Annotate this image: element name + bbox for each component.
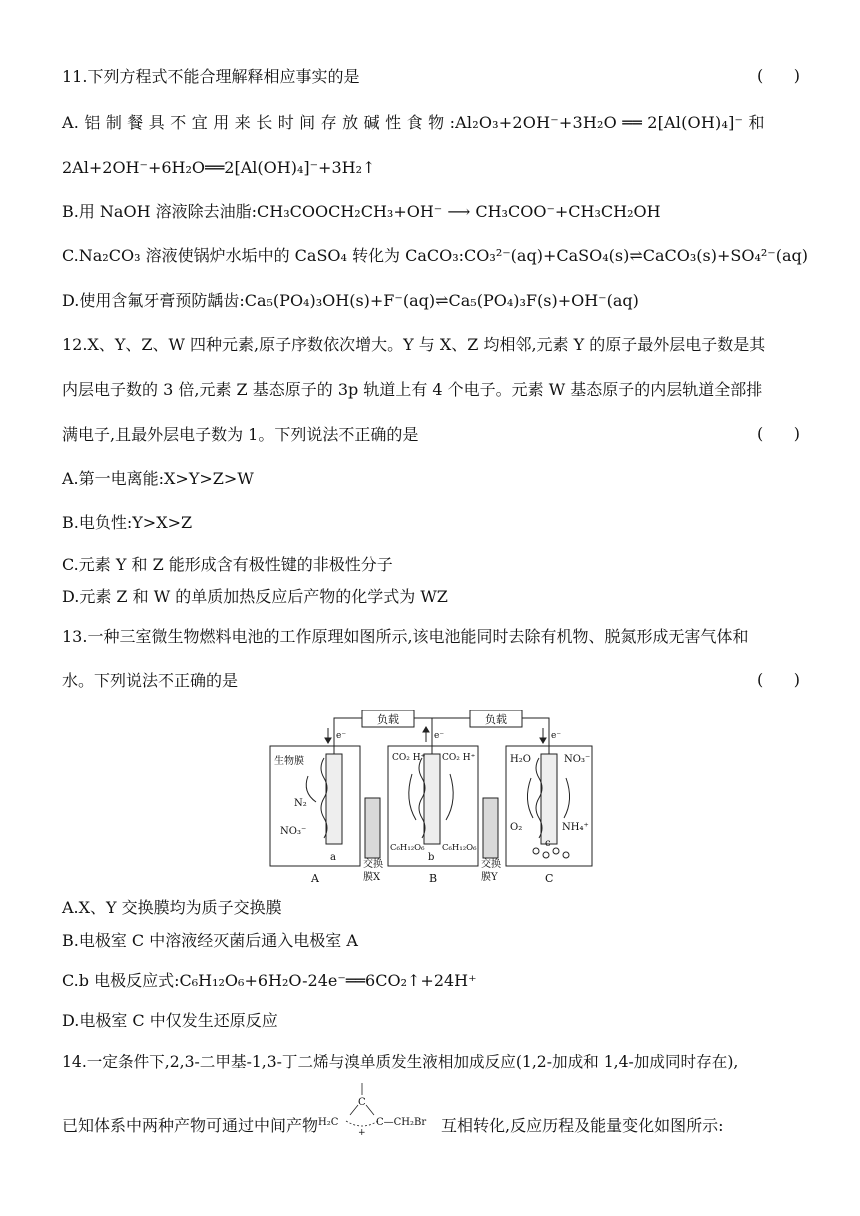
q14-stem-post: 互相转化,反应历程及能量变化如图所示: [441, 1116, 724, 1135]
biofilm-label: 生物膜 [274, 756, 304, 767]
q13-answer-paren: ( ) [757, 670, 800, 689]
q14-stem-line1: 14.一定条件下,2,3-二甲基-1,3-丁二烯与溴单质发生液相加成反应(1,2-加成和 1,4-加成同时存在), [62, 1053, 739, 1071]
n2-label: N₂ [294, 798, 307, 809]
q12-option-c: C.元素 Y 和 Z 能形成含有极性键的非极性分子 [62, 555, 393, 574]
nh4-label: NH₄⁺ [562, 822, 589, 833]
q12-stem-line2: 内层电子数的 3 倍,元素 Z 基态原子的 3p 轨道上有 4 个电子。元素 W 基态原子的内层轨道全部排 [62, 380, 763, 399]
q11-option-b: B.用 NaOH 溶液除去油脂:CH₃COOCH₂CH₃+OH⁻ ⟶ CH₃COO⁻+CH₃CH₂OH [62, 202, 661, 221]
q12-option-b: B.电负性:Y>X>Z [62, 513, 193, 532]
q11-option-a-line1: A. 铝 制 餐 具 不 宜 用 来 长 时 间 存 放 碱 性 食 物 :Al₂O₃+2OH⁻+3H₂O ══ 2[Al(OH)₄]⁻ 和 [62, 113, 765, 132]
room-a-label: A [311, 872, 319, 885]
q13-stem-line2: 水。下列说法不正确的是 [62, 671, 239, 690]
membrane-x-label-2: 膜X [363, 872, 381, 883]
co2-h-right-label: CO₂ H⁺ [442, 753, 476, 763]
q13-option-c: C.b 电极反应式:C₆H₁₂O₆+6H₂O-24e⁻══6CO₂↑+24H⁺ [62, 971, 477, 990]
q12-stem-line1: 12.X、Y、Z、W 四种元素,原子序数依次增大。Y 与 X、Z 均相邻,元素 Y 的原子最外层电子数是其 [62, 335, 766, 354]
electron-label-a: e⁻ [336, 731, 347, 741]
co2-h-left-label: CO₂ H⁺ [392, 753, 426, 763]
q14-stem-line2 [62, 1097, 724, 1137]
q12-stem-line3: 满电子,且最外层电子数为 1。下列说法不正确的是 [62, 425, 419, 444]
electrode-c [541, 754, 557, 844]
membrane-y [483, 798, 498, 858]
q11-stem: 11.下列方程式不能合理解释相应事实的是 [62, 67, 360, 86]
wire-b [414, 718, 432, 754]
q14-stem-pre: 已知体系中两种产物可通过中间产物 [62, 1116, 319, 1135]
electrode-a-label: a [330, 852, 336, 863]
electrode-b [424, 754, 440, 844]
q12-option-a: A.第一电离能:X>Y>Z>W [62, 469, 254, 488]
electrode-c-label: c [545, 838, 551, 849]
electrode-a [326, 754, 342, 844]
q13-option-b: B.电极室 C 中溶液经灭菌后通入电极室 A [62, 931, 358, 950]
q12-answer-paren: ( ) [757, 424, 800, 443]
structure-right-label: C—CH₂Br [376, 1117, 427, 1128]
q11-option-a-line2: 2Al+2OH⁻+6H₂O══2[Al(OH)₄]⁻+3H₂↑ [62, 158, 376, 177]
membrane-x [365, 798, 380, 858]
electron-label-c: e⁻ [551, 731, 562, 741]
q11-answer-paren: ( ) [757, 66, 800, 85]
intermediate-structure [318, 1097, 441, 1137]
o2-label: O₂ [510, 822, 523, 833]
q13-stem-line1: 13.一种三室微生物燃料电池的工作原理如图所示,该电池能同时去除有机物、脱氮形成无害气体和 [62, 627, 749, 646]
no3-a-label: NO₃⁻ [280, 826, 307, 837]
fuel-cell-diagram [266, 710, 596, 888]
membrane-x-label-1: 交换 [363, 859, 383, 870]
room-c-label: C [545, 872, 554, 885]
structure-c-label: C [358, 1097, 366, 1108]
q13-option-a: A.X、Y 交换膜均为质子交换膜 [62, 898, 282, 917]
q11-option-d: D.使用含氟牙膏预防龋齿:Ca₅(PO₄)₃OH(s)+F⁻(aq)⇌Ca₅(PO₄)₃F(s)+OH⁻(aq) [62, 291, 639, 310]
q12-option-d: D.元素 Z 和 W 的单质加热反应后产物的化学式为 WZ [62, 587, 448, 606]
structure-left-label: H₂C [318, 1117, 339, 1128]
h2o-label: H₂O [510, 754, 531, 765]
membrane-y-label-2: 膜Y [481, 872, 498, 883]
glucose-left-label: C₆H₁₂O₆ [390, 843, 425, 853]
load-label-2: 负载 [485, 713, 507, 726]
membrane-y-label-1: 交换 [481, 859, 501, 870]
electron-label-b: e⁻ [434, 731, 445, 741]
load-label-1: 负载 [377, 713, 399, 726]
q11-option-c: C.Na₂CO₃ 溶液使锅炉水垢中的 CaSO₄ 转化为 CaCO₃:CO₃²⁻(aq)+CaSO₄(s)⇌CaCO₃(s)+SO₄²⁻(aq) [62, 246, 809, 265]
electrode-b-label: b [428, 852, 435, 863]
no3-c-label: NO₃⁻ [564, 754, 591, 765]
wire-c [522, 718, 549, 754]
structure-plus-label: + [358, 1128, 366, 1137]
glucose-right-label: C₆H₁₂O₆ [442, 843, 477, 853]
room-b-label: B [429, 872, 438, 885]
q13-option-d: D.电极室 C 中仅发生还原反应 [62, 1011, 278, 1030]
